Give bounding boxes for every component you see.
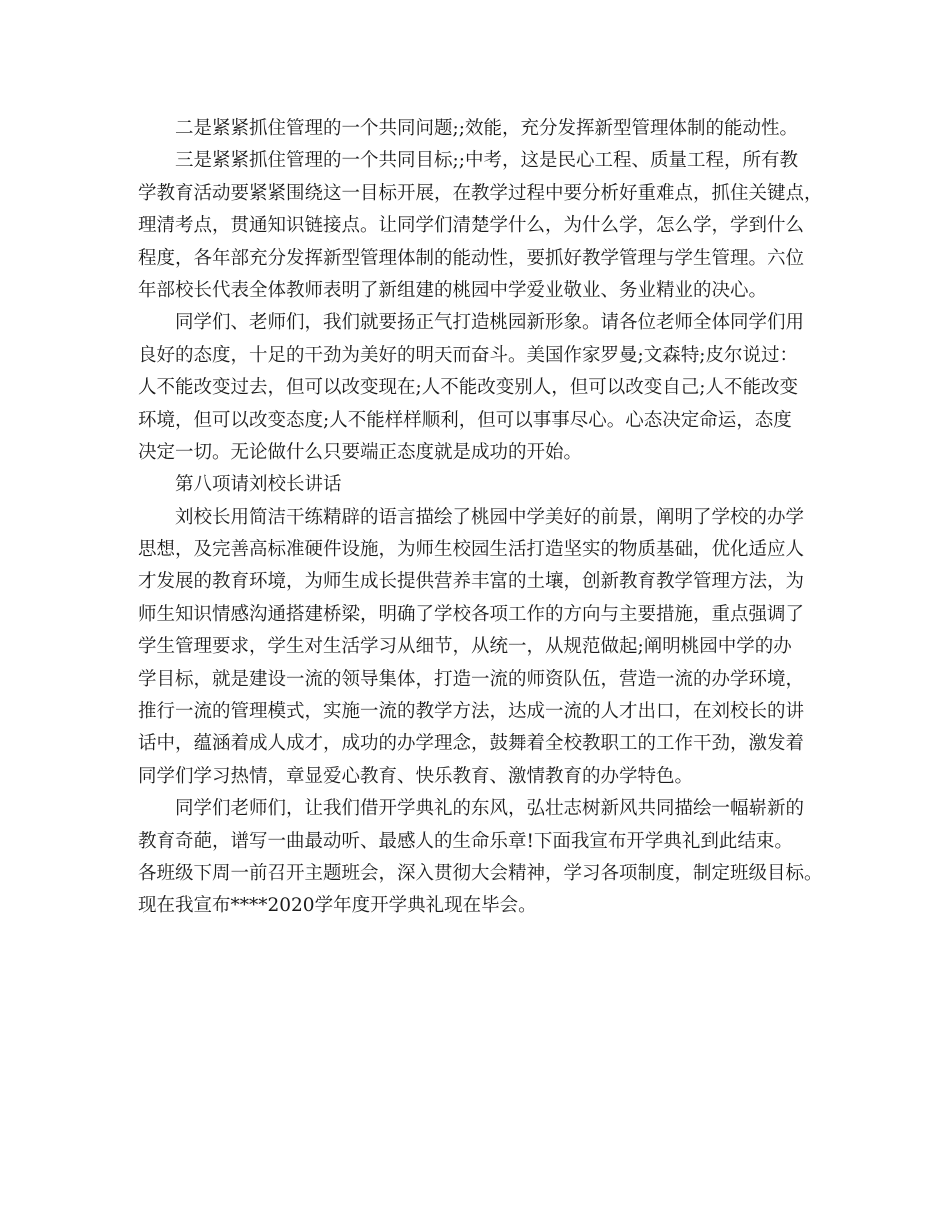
- paragraph-5-line-3: 才发展的教育环境，为师生成长提供营养丰富的土壤，创新教育教学管理方法，为: [138, 571, 805, 593]
- paragraph-2-line-5: 年部校长代表全体教师表明了新组建的桃园中学爱业敬业、务业精业的决心。: [138, 279, 768, 301]
- paragraph-2-line-2: 学教育活动要紧紧围绕这一目标开展，在教学过程中要分析好重难点，抓住关键点，: [138, 182, 823, 204]
- paragraph-5-line-2: 思想，及完善高标准硬件设施，为师生校园生活打造坚实的物质基础，优化适应人: [138, 539, 805, 561]
- paragraph-3-line-4: 环境，但可以改变态度;人不能样样顺利，但可以事事尽心。心态决定命运，态度: [138, 409, 792, 431]
- paragraph-5-line-6: 学目标，就是建设一流的领导集体，打造一流的师资队伍，营造一流的办学环境，: [138, 668, 805, 690]
- paragraph-2-line-1: 三是紧紧抓住管理的一个共同目标;;中考，这是民心工程、质量工程，所有教: [175, 150, 798, 172]
- paragraph-5-line-4: 师生知识情感沟通搭建桥梁，明确了学校各项工作的方向与主要措施，重点强调了: [138, 603, 805, 625]
- paragraph-5-line-8: 话中，蕴涵着成人成才，成功的办学理念，鼓舞着全校教职工的工作干劲，激发着: [138, 733, 805, 755]
- paragraph-3-line-5: 决定一切。无论做什么只要端正态度就是成功的开始。: [138, 441, 583, 463]
- paragraph-6-line-3: 各班级下周一前召开主题班会，深入贯彻大会精神，学习各项制度，制定班级目标。: [138, 862, 823, 884]
- paragraph-6-line-4: 现在我宣布****2020学年度开学典礼现在毕会。: [138, 895, 537, 917]
- paragraph-3-line-3: 人不能改变过去，但可以改变现在;人不能改变别人，但可以改变自己;人不能改变: [138, 377, 798, 399]
- document-body: [138, 113, 828, 923]
- paragraph-5-line-5: 学生管理要求，学生对生活学习从细节，从统一，从规范做起;阐明桃园中学的办: [138, 636, 792, 658]
- paragraph-5-line-1: 刘校长用简洁干练精辟的语言描绘了桃园中学美好的前景，阐明了学校的办学: [175, 506, 805, 528]
- paragraph-2-line-3: 理清考点，贯通知识链接点。让同学们清楚学什么，为什么学，怎么学，学到什么: [138, 215, 805, 237]
- paragraph-3-line-2: 良好的态度，十足的干劲为美好的明天而奋斗。美国作家罗曼;文森特;皮尔说过：: [138, 344, 798, 366]
- paragraph-3-line-1: 同学们、老师们，我们就要扬正气打造桃园新形象。请各位老师全体同学们用: [175, 312, 805, 334]
- paragraph-6-line-1: 同学们老师们，让我们借开学典礼的东风，弘壮志树新风共同描绘一幅崭新的: [175, 798, 805, 820]
- paragraph-1-line-1: 二是紧紧抓住管理的一个共同问题;;效能，充分发挥新型管理体制的能动性。: [175, 118, 798, 139]
- section-heading: 第八项请刘校长讲话: [175, 474, 342, 496]
- paragraph-5-line-9: 同学们学习热情，章显爱心教育、快乐教育、激情教育的办学特色。: [138, 765, 694, 787]
- paragraph-5-line-7: 推行一流的管理模式，实施一流的教学方法，达成一流的人才出口，在刘校长的讲: [138, 701, 805, 723]
- paragraph-6-line-2: 教育奇葩，谱写一曲最动听、最感人的生命乐章!下面我宣布开学典礼到此结束。: [138, 830, 793, 852]
- paragraph-2-line-4: 程度，各年部充分发挥新型管理体制的能动性，要抓好教学管理与学生管理。六位: [138, 247, 805, 269]
